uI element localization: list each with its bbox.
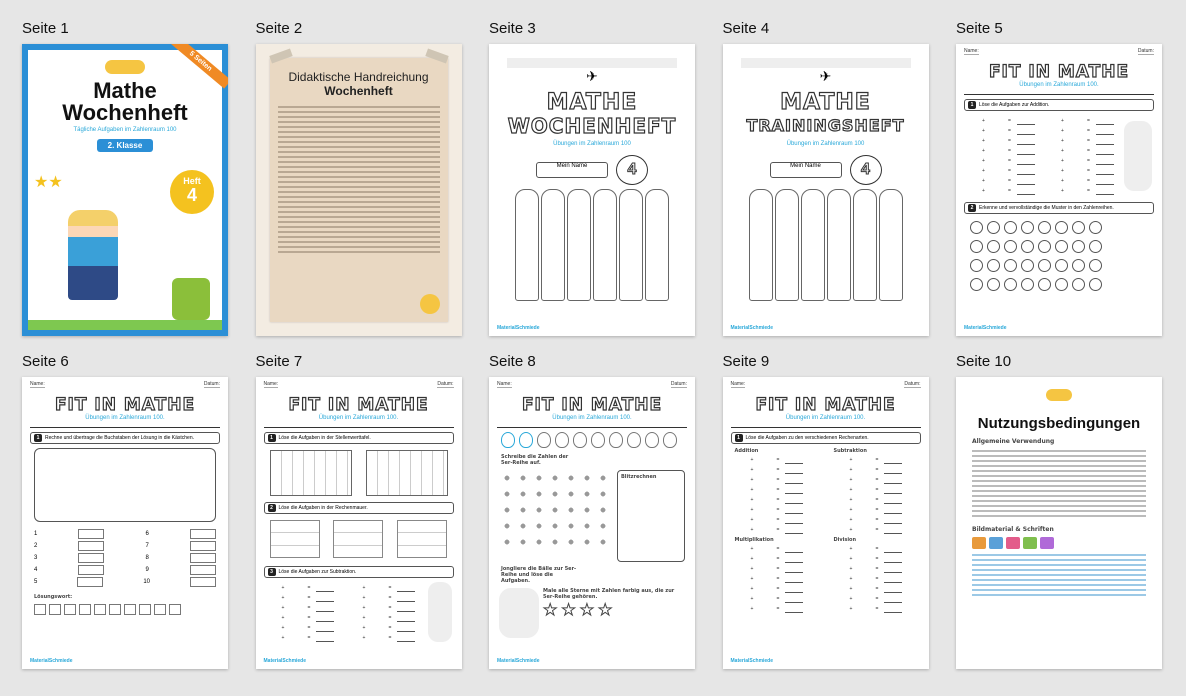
name-field[interactable]: Mein Name (536, 162, 608, 178)
heft-number: 4 (186, 185, 197, 205)
exercise-row: + = (834, 566, 917, 573)
child-outline (879, 189, 903, 301)
name-date-bar (256, 377, 462, 387)
sheet-title-2: TRAININGSHEFT (746, 116, 905, 135)
number-wall (397, 520, 447, 558)
exercise-row: + = (834, 576, 917, 583)
didaktik-subtitle: Wochenheft (324, 84, 393, 98)
name-label: Name: (730, 381, 746, 387)
exercise-row: + = (834, 606, 917, 613)
child-illustration (1124, 121, 1152, 191)
multiplication-heading: Multiplikation (734, 537, 774, 543)
page-label: Seite 7 (255, 353, 303, 370)
exercise-row: + = (266, 635, 341, 642)
exercise-row: + = (1045, 158, 1116, 165)
header-bar (507, 58, 677, 68)
exercise-row: + = (834, 586, 917, 593)
page-label: Seite 5 (956, 20, 1003, 37)
didaktik-text-block (278, 106, 440, 253)
number-wall (333, 520, 383, 558)
paper-plane-icon: ✈ (819, 68, 832, 84)
name-date-bar (956, 44, 1162, 54)
exercise-row: + = (347, 585, 422, 592)
exercise-row: + = (347, 625, 422, 632)
name-label: Name: (497, 381, 512, 387)
fit-title: FIT IN MATHE (755, 395, 896, 415)
exercise-row: + = (735, 527, 818, 534)
fit-title: FIT IN MATHE (288, 395, 429, 415)
juggling-instruction: Jongliere die Bälle zur 5er-Reihe und löse die Aufgaben. (501, 566, 577, 584)
cover-title-2: Wochenheft (62, 100, 188, 125)
balloon (663, 432, 677, 448)
heft-badge (170, 170, 214, 214)
name-label: Name: (30, 381, 45, 387)
child-illustration (68, 210, 118, 300)
page-thumbnail-9[interactable] (722, 351, 929, 664)
name-label: Name: (964, 48, 979, 54)
exercise-row: + = (1045, 178, 1116, 185)
balloon-instruction: Schreibe die Zahlen der 5er-Reihe auf. (501, 454, 569, 466)
page-label: Seite 1 (22, 20, 69, 37)
page-label: Seite 9 (722, 353, 770, 370)
page-preview[interactable] (723, 377, 929, 669)
exercise-row: + = (735, 606, 818, 613)
terms-title: Nutzungsbedingungen (977, 415, 1141, 432)
child-outline (853, 189, 877, 301)
footer-logo: MaterialSchmiede (964, 325, 1007, 331)
child-illustration (428, 582, 452, 642)
exercise-row: + = (834, 457, 917, 464)
exercise-row: + = (966, 138, 1037, 145)
footer-logo: MaterialSchmiede (30, 658, 73, 664)
stars-instruction: Male alle Sterne mit Zahlen farbig aus, die zur 5er-Reihe gehören. (543, 588, 675, 600)
page-preview[interactable] (489, 44, 695, 336)
page-preview[interactable]: Name: Datum: FIT IN MATHE Übungen im Zahlenraum 100. 1 Rechne und übertrage die Buchstaben der Lösung in die Kästchen. 1 6 2 7 3 8 4 9 5 10 Lösungswort: MaterialSchmiede (22, 377, 228, 669)
exercise-row: + = (966, 188, 1037, 195)
page-thumbnail-7[interactable] (255, 351, 462, 664)
cover-subtitle: Tägliche Aufgaben im Zahlenraum 100 (73, 127, 177, 133)
name-date-bar (723, 377, 929, 387)
child-outline (593, 189, 617, 301)
child-outline (827, 189, 851, 301)
page-thumbnail-5[interactable] (956, 18, 1162, 331)
task-header: 1 Löse die Aufgaben zu den verschiedenen Rechenarten. (731, 432, 921, 444)
task-header: 1 Löse die Aufgaben zur Addition. (964, 99, 1154, 111)
page-preview[interactable] (956, 377, 1162, 669)
exercise-row: + = (266, 595, 341, 602)
footer-logo: MaterialSchmiede (730, 325, 774, 331)
terms-heading-1: Allgemeine Verwendung (972, 438, 1055, 445)
star-icon: ★★★★ (543, 602, 617, 619)
exercise-row: + = (347, 595, 422, 602)
exercise-row: + = (347, 635, 422, 642)
exercise-row: + = (1045, 118, 1116, 125)
footer-logo: MaterialSchmiede (730, 658, 774, 664)
page-label: Seite 8 (489, 353, 536, 370)
name-field[interactable]: Mein Name (770, 162, 842, 178)
fit-subtitle: Übungen im Zahlenraum 100. (552, 415, 632, 421)
loesungswort-label: Lösungswort: (34, 594, 73, 600)
date-label: Datum: (670, 381, 687, 387)
page-preview[interactable] (22, 44, 228, 336)
exercise-row: + = (735, 497, 818, 504)
fit-subtitle: Übungen im Zahlenraum 100. (785, 415, 866, 421)
page-preview[interactable] (956, 44, 1162, 336)
task-header: 2 Löse die Aufgaben in der Rechenmauer. (264, 502, 454, 514)
exercise-row: + = (834, 477, 917, 484)
juggling-balls (499, 470, 611, 550)
number-bubble: 4 (616, 155, 648, 185)
page-thumbnail-4[interactable] (722, 18, 929, 331)
fit-title: FIT IN MATHE (988, 62, 1130, 82)
pages-ribbon: 5 Seiten (170, 44, 228, 88)
logo (105, 60, 145, 74)
exercise-row: + = (266, 605, 341, 612)
footer-logo: MaterialSchmiede (263, 658, 307, 664)
divider (30, 427, 220, 428)
child-outline (775, 189, 799, 301)
star-icon: ★★ (34, 174, 63, 191)
exercise-row: + = (834, 527, 917, 534)
fit-subtitle: Übungen im Zahlenraum 100. (318, 415, 399, 421)
exercise-row: + = (834, 507, 917, 514)
exercise-row: + = (347, 605, 422, 612)
exercise-row: + = (266, 615, 341, 622)
cover-title-1: Mathe (93, 78, 157, 103)
clown-illustration (499, 588, 539, 638)
footer-logo: MaterialSchmiede (497, 325, 540, 331)
exercise-row: + = (735, 576, 818, 583)
page-label: Seite 10 (956, 353, 1012, 370)
logo (1046, 389, 1072, 401)
exercise-row: + = (834, 596, 917, 603)
fit-subtitle: Übungen im Zahlenraum 100. (85, 415, 165, 421)
exercise-row: + = (266, 585, 341, 592)
exercise-row: + = (966, 128, 1037, 135)
exercise-row: + = (735, 507, 818, 514)
place-value-table (366, 450, 448, 496)
backpack-illustration (172, 278, 210, 320)
sheet-title-1: MATHE (780, 90, 871, 115)
exercise-row: + = (834, 546, 917, 553)
divider (731, 427, 921, 428)
child-outline (645, 189, 669, 301)
date-label: Datum: (203, 381, 220, 387)
divider (264, 427, 454, 428)
paper-plane-icon: ✈ (586, 68, 598, 84)
exercise-row: + = (834, 497, 917, 504)
balloon (537, 432, 551, 448)
exercise-row: + = (347, 615, 422, 622)
balloon (519, 432, 533, 448)
page-thumbnail-3[interactable] (489, 18, 695, 331)
divider (964, 94, 1154, 95)
exercise-row: + = (735, 546, 818, 553)
addition-heading: Addition (734, 448, 759, 454)
exercise-row: + = (735, 586, 818, 593)
subtraction-heading: Subtraktion (833, 448, 867, 454)
letter-puzzle (34, 448, 216, 522)
child-outline (619, 189, 643, 301)
sheet-subtitle: Übungen im Zahlenraum 100 (786, 141, 865, 147)
terms-heading-2: Bildmaterial & Schriften (972, 526, 1054, 533)
child-outline (801, 189, 825, 301)
exercise-row: + = (1045, 188, 1116, 195)
footer-logo: MaterialSchmiede (497, 658, 540, 664)
date-label: Datum: (1137, 48, 1154, 54)
name-label: Name: (263, 381, 279, 387)
date-label: Datum: (437, 381, 454, 387)
exercise-row: + = (735, 556, 818, 563)
exercise-row: + = (834, 517, 917, 524)
page-preview[interactable] (723, 44, 929, 336)
page-label: Seite 6 (22, 353, 69, 370)
page-thumbnail-2[interactable] (255, 18, 462, 98)
page-preview[interactable] (256, 44, 462, 336)
exercise-row: + = (966, 178, 1037, 185)
child-outline (567, 189, 591, 301)
page-preview[interactable] (489, 377, 695, 669)
child-outline (541, 189, 565, 301)
balloon (573, 432, 587, 448)
page-thumbnail-6[interactable] (22, 351, 228, 664)
name-date-bar (489, 377, 695, 387)
exercise-row: + = (735, 467, 818, 474)
fit-title: FIT IN MATHE (521, 395, 663, 415)
exercise-row: + = (966, 158, 1037, 165)
logo (420, 294, 440, 314)
task-header: 2 Erkenne und vervollständige die Muster in den Zahlenreihen. (964, 202, 1154, 214)
sheet-subtitle: Übungen im Zahlenraum 100 (553, 141, 631, 147)
child-outline (515, 189, 539, 301)
balloon (627, 432, 641, 448)
blitzrechnen-box: Blitzrechnen (617, 470, 685, 562)
fit-title: FIT IN MATHE (54, 395, 196, 415)
exercise-row: + = (735, 457, 818, 464)
exercise-row: + = (735, 596, 818, 603)
task-header: 3 Löse die Aufgaben zur Subtraktion. (264, 566, 454, 578)
exercise-row: + = (834, 467, 917, 474)
number-bubble: 4 (850, 155, 882, 185)
name-date-bar (22, 377, 228, 387)
exercise-row: + = (735, 487, 818, 494)
place-value-table (270, 450, 352, 496)
page-thumbnail-8[interactable] (489, 351, 695, 664)
exercise-row: + = (1045, 138, 1116, 145)
task-header: 1 Löse die Aufgaben in der Stellenwerttafel. (264, 432, 454, 444)
number-wall (270, 520, 320, 558)
exercise-row: + = (1045, 128, 1116, 135)
page-thumbnail-10[interactable] (956, 351, 1162, 533)
task-header: 1 Rechne und übertrage die Buchstaben der Lösung in die Kästchen. (30, 432, 220, 444)
didaktik-title: Didaktische Handreichung (288, 70, 429, 84)
balloon (555, 432, 569, 448)
date-label: Datum: (904, 381, 921, 387)
exercise-row: + = (834, 556, 917, 563)
exercise-row: + = (735, 517, 818, 524)
child-outline (749, 189, 773, 301)
klasse-badge: 2. Klasse (97, 139, 153, 152)
balloon (645, 432, 659, 448)
exercise-row: + = (1045, 168, 1116, 175)
sheet-title-2: WOCHENHEFT (507, 114, 677, 138)
balloon (501, 432, 515, 448)
page-label: Seite 4 (722, 20, 770, 37)
header-bar (741, 58, 911, 68)
exercise-row: + = (966, 118, 1037, 125)
grass (28, 320, 222, 330)
exercise-row: + = (735, 566, 818, 573)
sheet-title-1: MATHE (546, 90, 638, 115)
exercise-row: + = (834, 487, 917, 494)
balloon (609, 432, 623, 448)
page-thumbnail-1[interactable] (22, 18, 228, 205)
exercise-row: + = (966, 148, 1037, 155)
page-label: Seite 3 (489, 20, 536, 37)
exercise-row: + = (266, 625, 341, 632)
exercise-row: + = (735, 477, 818, 484)
exercise-row: + = (1045, 148, 1116, 155)
fit-subtitle: Übungen im Zahlenraum 100. (1019, 82, 1099, 88)
division-heading: Division (833, 537, 857, 543)
balloon (591, 432, 605, 448)
heft-label: Heft (183, 176, 201, 186)
exercise-row: + = (966, 168, 1037, 175)
page-label: Seite 2 (255, 20, 303, 37)
page-preview[interactable] (256, 377, 462, 669)
